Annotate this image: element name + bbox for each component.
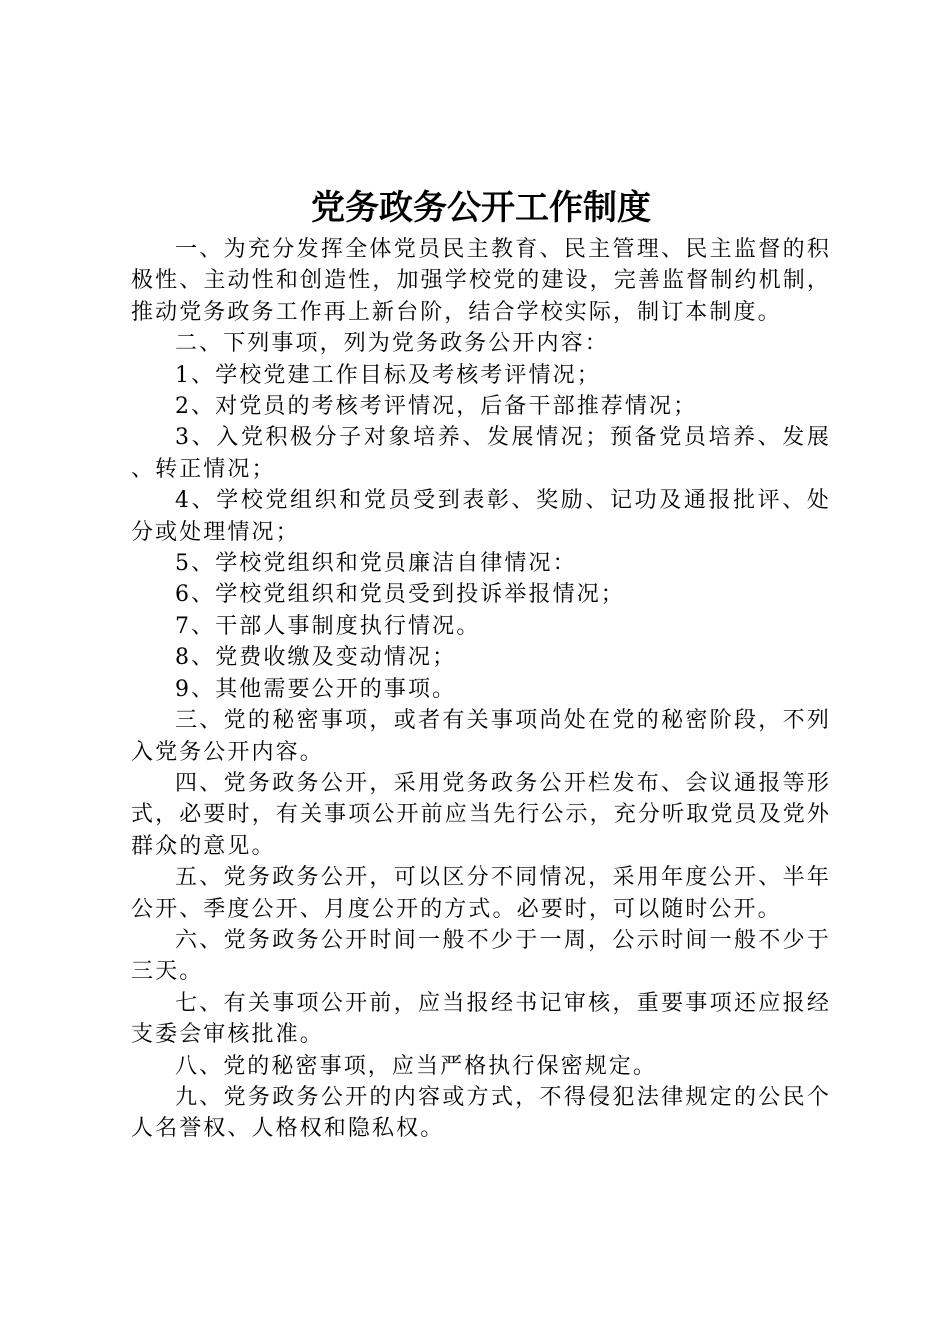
list-item-1: 1、学校党建工作目标及考核考评情况； — [175, 362, 601, 388]
paragraph-5: 五、党务政务公开，可以区分不同情况，采用年度公开、半年公开、季度公开、月度公开的方式。必要时，可以随时公开。 — [131, 865, 831, 922]
paragraph-8: 八、党的秘密事项，应当严格执行保密规定。 — [175, 1053, 658, 1079]
paragraph-4: 四、党务政务公开，采用党务政务公开栏发布、会议通报等形式，必要时，有关事项公开前应当先行公示，充分听取党员及党外群众的意见。 — [131, 770, 831, 859]
list-item-7: 7、干部人事制度执行情况。 — [175, 613, 481, 639]
list-item-4: 4、学校党组织和党员受到表彰、奖励、记功及通报批评、处分或处理情况； — [131, 488, 831, 545]
list-item-9: 9、其他需要公开的事项。 — [175, 676, 457, 702]
list-item-5: 5、学校党组织和党员廉洁自律情况： — [175, 551, 577, 577]
document-body — [131, 234, 831, 1145]
paragraph-2: 二、下列事项，列为党务政务公开内容： — [175, 331, 609, 357]
paragraph-1: 一、为充分发挥全体党员民主教育、民主管理、民主监督的积极性、主动性和创造性，加强学校党的建设，完善监督制约机制，推动党务政务工作再上新台阶，结合学校实际，制订本制度。 — [131, 237, 831, 325]
paragraph-7: 七、有关事项公开前，应当报经书记审核，重要事项还应报经支委会审核批准。 — [131, 990, 831, 1048]
list-item-2: 2、对党员的考核考评情况，后备干部推荐情况； — [175, 394, 698, 420]
document-title: 党务政务公开工作制度 — [311, 188, 651, 228]
list-item-8: 8、党费收缴及变动情况； — [175, 645, 457, 671]
paragraph-3: 三、党的秘密事项，或者有关事项尚处在党的秘密阶段，不列入党务公开内容。 — [131, 708, 831, 765]
list-item-6: 6、学校党组织和党员受到投诉举报情况； — [175, 582, 625, 608]
paragraph-9: 九、党务政务公开的内容或方式，不得侵犯法律规定的公民个人名誉权、人格权和隐私权。 — [131, 1084, 831, 1142]
paragraph-6: 六、党务政务公开时间一般不少于一周，公示时间一般不少于三天。 — [131, 927, 831, 985]
list-item-3: 3、入党积极分子对象培养、发展情况；预备党员培养、发展、转正情况； — [131, 425, 831, 482]
